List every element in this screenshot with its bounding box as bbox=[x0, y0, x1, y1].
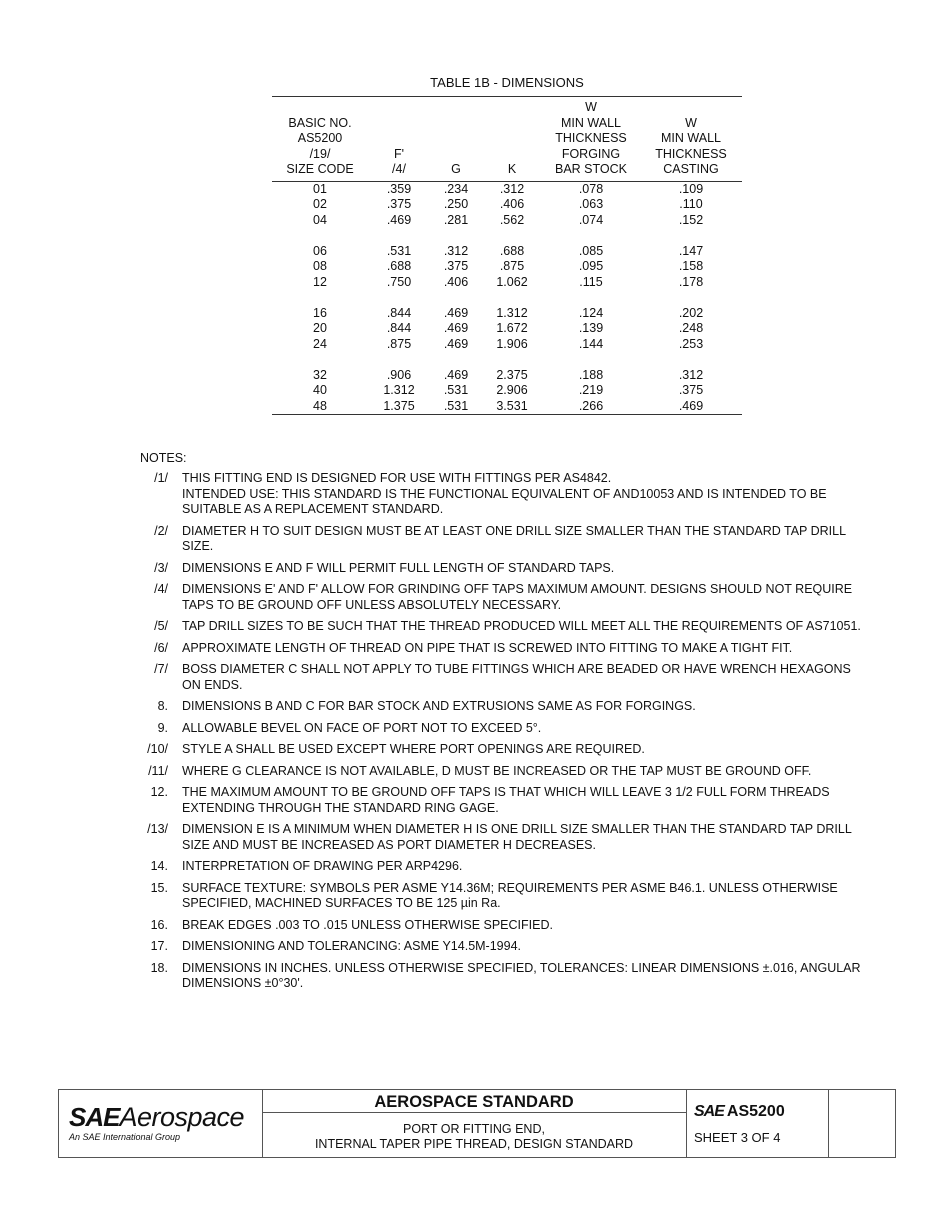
note-number: /7/ bbox=[154, 662, 168, 676]
table-cell: 1.375 bbox=[383, 398, 415, 413]
note-text bbox=[182, 961, 870, 992]
table-row bbox=[272, 259, 742, 275]
table-cell: .469 bbox=[678, 398, 704, 413]
table-row bbox=[272, 383, 742, 399]
description-line-2: INTERNAL TAPER PIPE THREAD, DESIGN STANDARD bbox=[314, 1137, 634, 1151]
column-header-line: BASIC NO. bbox=[288, 115, 352, 130]
column-header-line: /4/ bbox=[392, 162, 406, 176]
note-text bbox=[182, 785, 870, 816]
column-header-1 bbox=[368, 97, 430, 182]
standard-description bbox=[262, 1113, 686, 1152]
table-cell: 3.531 bbox=[496, 398, 528, 413]
notes-list bbox=[140, 471, 870, 998]
table-cell: .531 bbox=[443, 398, 469, 413]
note-number: 17. bbox=[150, 939, 168, 953]
table-cell: .688 bbox=[499, 243, 525, 258]
note-line: TAP DRILL SIZES TO BE SUCH THAT THE THREAD PRODUCED WILL MEET ALL THE REQUIREMENTS OF AS71051. bbox=[182, 619, 861, 633]
table-cell: .124 bbox=[578, 305, 604, 320]
note-line: THIS FITTING END IS DESIGNED FOR USE WITH FITTINGS PER AS4842. bbox=[182, 471, 612, 485]
note-item bbox=[140, 524, 870, 555]
table-cell: .688 bbox=[386, 259, 412, 273]
note-number: 14. bbox=[150, 859, 168, 873]
column-header-3 bbox=[482, 97, 542, 182]
table-row bbox=[272, 337, 742, 353]
table-row bbox=[272, 197, 742, 213]
note-line: ALLOWABLE BEVEL ON FACE OF PORT NOT TO EXCEED 5°. bbox=[182, 720, 542, 735]
note-line: STYLE A SHALL BE USED EXCEPT WHERE PORT OPENINGS ARE REQUIRED. bbox=[182, 742, 645, 756]
note-line: BREAK EDGES .003 TO .015 UNLESS OTHERWISE SPECIFIED. bbox=[182, 917, 553, 932]
column-header-line: F' bbox=[393, 146, 405, 161]
table-row bbox=[272, 306, 742, 322]
table-row bbox=[272, 368, 742, 384]
note-number: /10/ bbox=[147, 742, 168, 756]
note-line: DIAMETER H TO SUIT DESIGN MUST BE AT LEAST ONE DRILL SIZE SMALLER THAN THE STANDARD TAP DRILL SIZE. bbox=[182, 523, 846, 553]
note-text bbox=[182, 742, 870, 758]
note-item bbox=[140, 662, 870, 693]
note-line: SURFACE TEXTURE: SYMBOLS PER ASME Y14.36M; REQUIREMENTS PER ASME B46.1. UNLESS OTHERWISE SPECIFIED, MACHINED SURFACES TO BE 125 µin Ra. bbox=[182, 880, 838, 910]
note-line: BOSS DIAMETER C SHALL NOT APPLY TO TUBE FITTINGS WHICH ARE BEADED OR HAVE WRENCH HEXAGONS ON ENDS. bbox=[182, 662, 851, 692]
note-number: 16. bbox=[150, 917, 168, 932]
note-line: DIMENSIONING AND TOLERANCING: ASME Y14.5M-1994. bbox=[182, 939, 521, 953]
sheet-number: SHEET 3 OF 4 bbox=[694, 1130, 781, 1145]
table-cell: .074 bbox=[578, 212, 604, 227]
column-header-4 bbox=[542, 97, 640, 182]
logo-aerospace-word: Aerospace bbox=[119, 1102, 245, 1132]
table-cell: .469 bbox=[443, 336, 469, 351]
table-cell: 40 bbox=[313, 383, 327, 397]
note-text bbox=[182, 699, 870, 715]
table-cell: .469 bbox=[443, 321, 469, 335]
column-header-line: W bbox=[685, 115, 697, 130]
note-text bbox=[182, 939, 870, 955]
table-cell: .110 bbox=[679, 197, 703, 211]
table-cell: 02 bbox=[313, 197, 327, 211]
doc-number-text: AS5200 bbox=[726, 1103, 785, 1120]
column-header-line: FORGING bbox=[561, 146, 621, 161]
table-cell: .406 bbox=[443, 274, 469, 289]
table-cell: .063 bbox=[578, 197, 604, 211]
table-cell: .281 bbox=[443, 212, 469, 227]
note-text bbox=[182, 822, 870, 853]
note-number: /13/ bbox=[147, 822, 168, 836]
table-cell: .095 bbox=[578, 259, 604, 273]
note-number: /11/ bbox=[148, 763, 168, 778]
note-item bbox=[140, 881, 870, 912]
table-cell: 12 bbox=[313, 274, 327, 289]
table-cell: .469 bbox=[443, 367, 469, 382]
note-line: DIMENSION E IS A MINIMUM WHEN DIAMETER H IS ONE DRILL SIZE SMALLER THAN THE STANDARD TAP DRILL SIZE AND MUST BE INCREASED AS PORT DIAMETER H DECREASES. bbox=[182, 822, 852, 852]
table-cell: .375 bbox=[443, 259, 469, 273]
note-line: DIMENSIONS E AND F WILL PERMIT FULL LENGTH OF STANDARD TAPS. bbox=[182, 560, 615, 575]
table-cell: .266 bbox=[578, 398, 604, 413]
table-cell: .375 bbox=[386, 197, 412, 211]
sae-aerospace-logo bbox=[69, 1102, 244, 1133]
note-item bbox=[140, 721, 870, 737]
table-cell: .531 bbox=[443, 383, 469, 397]
table-cell: 06 bbox=[313, 243, 327, 258]
note-number: /1/ bbox=[154, 471, 168, 485]
document-cell bbox=[686, 1090, 829, 1157]
table-cell: 16 bbox=[313, 305, 327, 320]
table-cell: .234 bbox=[443, 181, 469, 196]
table-cell: .875 bbox=[499, 259, 525, 273]
note-number: /6/ bbox=[154, 640, 168, 655]
note-number: 12. bbox=[150, 785, 168, 799]
note-line: INTENDED USE: THIS STANDARD IS THE FUNCTIONAL EQUIVALENT OF AND10053 AND IS INTENDED TO BE SUITABLE AS A REPLACEMENT STANDARD. bbox=[182, 486, 827, 516]
column-header-line: AS5200 bbox=[297, 131, 343, 145]
table-cell: 32 bbox=[313, 367, 327, 382]
table-body bbox=[272, 181, 742, 415]
table-cell: .750 bbox=[386, 274, 412, 289]
note-number: 15. bbox=[150, 880, 168, 895]
column-header-line: MIN WALL bbox=[661, 131, 721, 145]
revision-cell bbox=[828, 1090, 895, 1157]
note-item bbox=[140, 742, 870, 758]
table-cell: .906 bbox=[386, 367, 412, 382]
note-line: THE MAXIMUM AMOUNT TO BE GROUND OFF TAPS IS THAT WHICH WILL LEAVE 3 1/2 FULL FORM THREADS EXTENDING THROUGH THE STANDARD RING GAGE. bbox=[182, 785, 830, 815]
table-cell: 1.906 bbox=[496, 336, 528, 351]
note-number: /2/ bbox=[154, 523, 168, 538]
logo-cell bbox=[59, 1090, 263, 1157]
group-spacer bbox=[272, 228, 742, 244]
column-header-line: G bbox=[451, 162, 461, 176]
note-item bbox=[140, 561, 870, 577]
dimensions-table bbox=[272, 96, 742, 415]
table-cell: 24 bbox=[313, 336, 327, 351]
description-line-1: PORT OR FITTING END, bbox=[403, 1122, 545, 1136]
note-line: INTERPRETATION OF DRAWING PER ARP4296. bbox=[182, 859, 463, 873]
standard-cell bbox=[262, 1090, 687, 1157]
table-cell: 08 bbox=[313, 259, 327, 273]
note-item bbox=[140, 859, 870, 875]
table-cell: .147 bbox=[678, 243, 704, 258]
note-number: /4/ bbox=[154, 582, 168, 596]
column-header-line: W bbox=[585, 100, 597, 114]
note-text bbox=[182, 582, 870, 613]
note-number: 8. bbox=[157, 699, 168, 713]
column-header-line: BAR STOCK bbox=[554, 162, 627, 176]
table-cell: 1.672 bbox=[496, 321, 528, 335]
group-spacer bbox=[272, 352, 742, 368]
note-item bbox=[140, 582, 870, 613]
note-text bbox=[182, 641, 870, 657]
table-row bbox=[272, 399, 742, 415]
table-cell: .152 bbox=[678, 212, 704, 227]
table-cell: 01 bbox=[313, 181, 327, 196]
logo-subtitle: An SAE International Group bbox=[69, 1132, 181, 1142]
column-header-line: THICKNESS bbox=[555, 131, 627, 145]
note-line: DIMENSIONS E' AND F' ALLOW FOR GRINDING OFF TAPS MAXIMUM AMOUNT. DESIGNS SHOULD NOT REQUIRE TAPS TO BE GROUND OFF UNLESS ABSOLUTELY NECESSARY. bbox=[182, 582, 853, 612]
note-line: WHERE G CLEARANCE IS NOT AVAILABLE, D MUST BE INCREASED OR THE TAP MUST BE GROUND OFF. bbox=[182, 763, 812, 778]
note-text bbox=[182, 764, 870, 780]
note-text bbox=[182, 859, 870, 875]
note-item bbox=[140, 641, 870, 657]
table-cell: .139 bbox=[578, 321, 604, 335]
note-item bbox=[140, 961, 870, 992]
logo-sae-mark: SAE bbox=[69, 1102, 120, 1132]
table-cell: .115 bbox=[579, 274, 603, 289]
table-cell: .248 bbox=[678, 321, 704, 335]
table-cell: .219 bbox=[578, 383, 604, 397]
table-title: TABLE 1B - DIMENSIONS bbox=[430, 75, 584, 90]
table-cell: .531 bbox=[386, 243, 412, 258]
note-number: 18. bbox=[150, 960, 168, 975]
notes-heading: NOTES: bbox=[140, 451, 187, 465]
note-text bbox=[182, 524, 870, 555]
table-cell: .158 bbox=[678, 259, 704, 273]
table-cell: .875 bbox=[386, 336, 412, 351]
table-cell: .359 bbox=[386, 181, 412, 196]
table-cell: .250 bbox=[443, 197, 469, 211]
table-cell: 1.062 bbox=[496, 274, 528, 289]
column-header-5 bbox=[640, 97, 742, 182]
note-number: /3/ bbox=[154, 560, 168, 575]
note-line: DIMENSIONS IN INCHES. UNLESS OTHERWISE SPECIFIED, TOLERANCES: LINEAR DIMENSIONS ±.016, ANGULAR DIMENSIONS ±0°30'. bbox=[182, 960, 861, 990]
table-cell: .178 bbox=[678, 274, 704, 289]
table-row bbox=[272, 244, 742, 260]
table-cell: .312 bbox=[443, 243, 469, 258]
table-cell: .469 bbox=[386, 212, 412, 227]
column-header-line: MIN WALL bbox=[561, 115, 621, 130]
note-item bbox=[140, 785, 870, 816]
note-item bbox=[140, 764, 870, 780]
table-cell: .469 bbox=[443, 305, 469, 320]
column-header-line: SIZE CODE bbox=[286, 162, 354, 176]
table-cell: .375 bbox=[678, 383, 704, 397]
column-header-line: K bbox=[507, 162, 517, 176]
table-cell: .844 bbox=[386, 305, 412, 320]
group-spacer bbox=[272, 290, 742, 306]
table-cell: .078 bbox=[578, 181, 604, 196]
table-cell: 1.312 bbox=[496, 305, 528, 320]
table-cell: .562 bbox=[499, 212, 525, 227]
table-cell: .144 bbox=[578, 336, 604, 351]
table-cell: 1.312 bbox=[383, 383, 415, 397]
note-number: /5/ bbox=[154, 619, 168, 633]
note-line: DIMENSIONS B AND C FOR BAR STOCK AND EXTRUSIONS SAME AS FOR FORGINGS. bbox=[182, 699, 696, 713]
note-item bbox=[140, 471, 870, 518]
column-header-0 bbox=[272, 97, 368, 182]
document-number bbox=[694, 1103, 785, 1121]
table-cell: .109 bbox=[678, 181, 704, 196]
note-item bbox=[140, 699, 870, 715]
table-cell: .202 bbox=[678, 305, 704, 320]
table-row bbox=[272, 213, 742, 229]
table-cell: 04 bbox=[313, 212, 327, 227]
table-cell: 2.375 bbox=[496, 367, 528, 382]
note-number: 9. bbox=[157, 720, 168, 735]
table-cell: .085 bbox=[578, 243, 604, 258]
table-header-row bbox=[272, 97, 742, 182]
table-cell: .312 bbox=[499, 181, 525, 196]
note-item bbox=[140, 619, 870, 635]
doc-sae-mark: SAE bbox=[694, 1103, 724, 1120]
note-item bbox=[140, 822, 870, 853]
column-header-2 bbox=[430, 97, 482, 182]
note-text bbox=[182, 918, 870, 934]
table-row bbox=[272, 275, 742, 291]
table-cell: 20 bbox=[313, 321, 327, 335]
note-item bbox=[140, 918, 870, 934]
column-header-line: CASTING bbox=[663, 162, 719, 176]
standard-heading: AEROSPACE STANDARD bbox=[262, 1090, 686, 1113]
table-cell: 2.906 bbox=[496, 383, 528, 397]
table-cell: .312 bbox=[678, 367, 704, 382]
note-text bbox=[182, 619, 870, 635]
table-cell: .188 bbox=[578, 367, 604, 382]
note-item bbox=[140, 939, 870, 955]
column-header-line: THICKNESS bbox=[655, 146, 727, 161]
title-block bbox=[58, 1089, 896, 1158]
table-cell: .406 bbox=[499, 197, 525, 211]
table-row bbox=[272, 181, 742, 197]
table-row bbox=[272, 321, 742, 337]
note-text bbox=[182, 471, 870, 518]
table-cell: .253 bbox=[678, 336, 704, 351]
note-line: APPROXIMATE LENGTH OF THREAD ON PIPE THAT IS SCREWED INTO FITTING TO MAKE A TIGHT FIT. bbox=[182, 640, 793, 655]
note-text bbox=[182, 881, 870, 912]
note-text bbox=[182, 721, 870, 737]
table-cell: 48 bbox=[313, 398, 327, 413]
table-cell: .844 bbox=[386, 321, 412, 335]
note-text bbox=[182, 561, 870, 577]
column-header-line: /19/ bbox=[309, 146, 331, 161]
note-text bbox=[182, 662, 870, 693]
